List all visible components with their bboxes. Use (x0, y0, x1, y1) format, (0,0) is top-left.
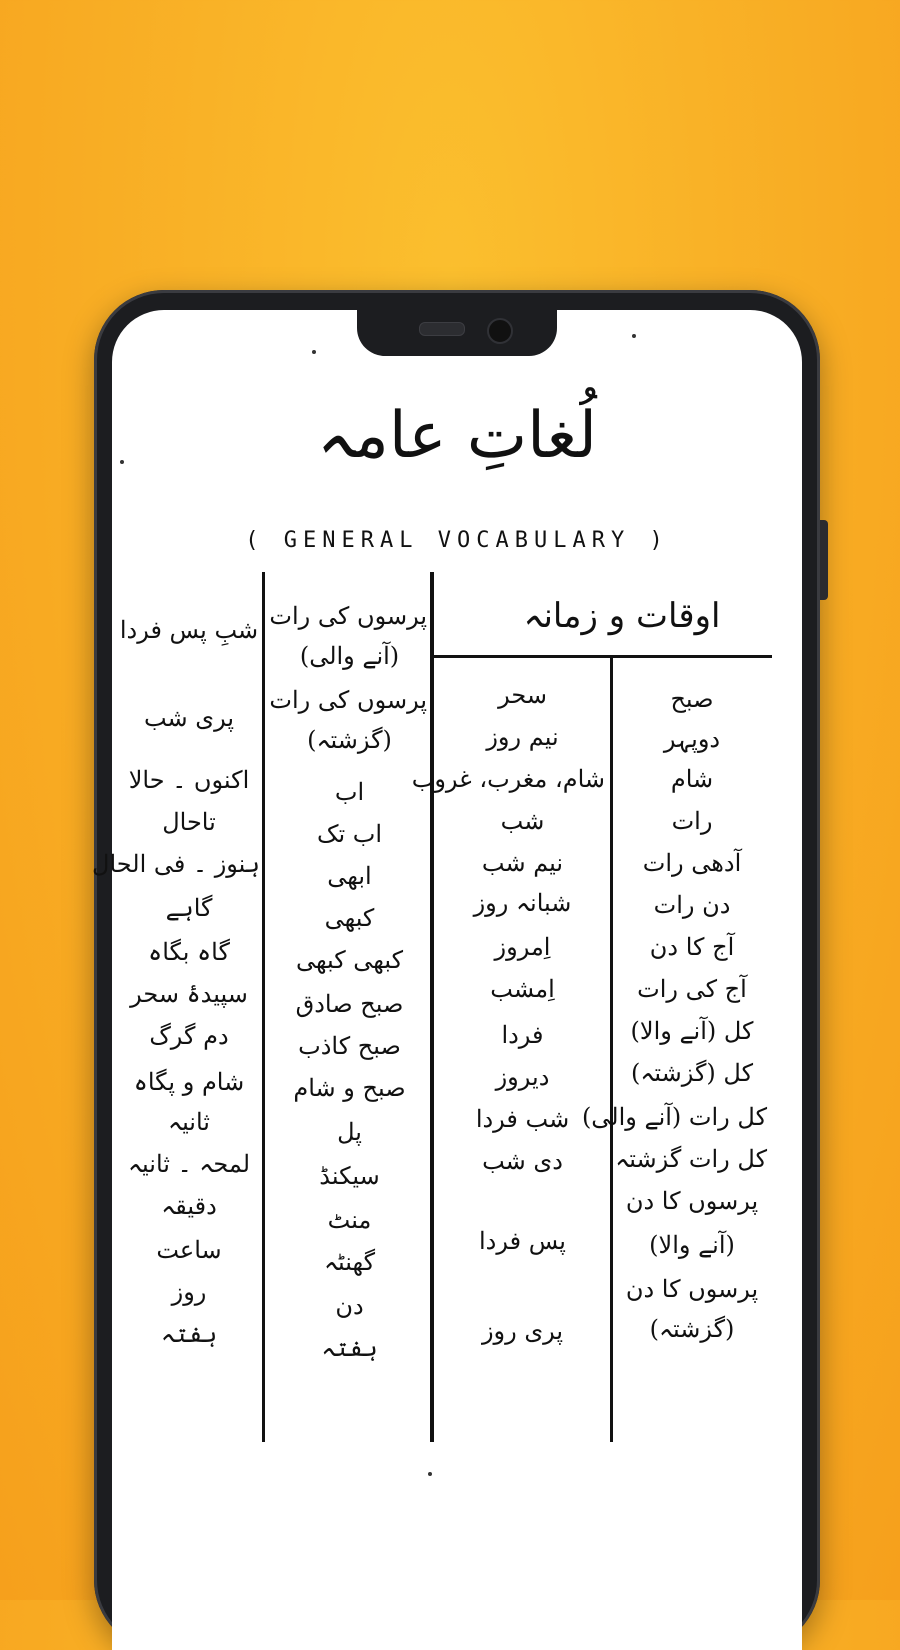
side-button (820, 520, 828, 600)
vocab-entry: کل (گزشتہ) (630, 1059, 754, 1087)
speaker-grille (419, 322, 465, 336)
vocab-entry: دیروز (495, 1063, 550, 1091)
vocab-entry: پس فردا (479, 1227, 566, 1255)
vocab-entry: (آنے والی) (299, 642, 400, 670)
vocab-entry: سحر (498, 681, 547, 709)
vocab-entry: سپیدۂ سحر (130, 980, 248, 1008)
vocab-entry: کل (آنے والا) (630, 1017, 754, 1045)
vocab-entry: دوپہر (663, 725, 721, 753)
vocab-entry: سیکنڈ (319, 1162, 380, 1190)
vocab-entry: شام (670, 765, 714, 793)
vocab-entry: گاہے (165, 894, 213, 922)
vocab-entry: دن رات (653, 891, 731, 919)
vocab-entry: ابھی (327, 862, 372, 890)
section-heading: اوقات و زمانہ (523, 596, 721, 636)
page-title: لُغاتِ عامہ (317, 399, 597, 473)
camera-notch (357, 310, 557, 356)
vocab-entry: صبح صادق (295, 990, 404, 1018)
vocab-entry: پری روز (481, 1317, 564, 1345)
vocab-entry: آج کی رات (637, 975, 747, 1003)
vocab-entry: ساعت (156, 1236, 222, 1264)
section-underline (434, 655, 772, 658)
column-divider (262, 572, 265, 1442)
vocab-entry: کل رات (آنے والی) (581, 1103, 767, 1131)
speck (632, 334, 636, 338)
speck (428, 1472, 432, 1476)
vocab-entry: اِمشب (490, 975, 555, 1003)
vocab-entry: کبھی کبھی (295, 946, 404, 974)
vocab-entry: دم گرگ (149, 1022, 229, 1050)
vocab-entry: رات (671, 807, 713, 835)
vocab-entry: آدھی رات (642, 849, 742, 877)
vocab-entry: شب (500, 807, 545, 835)
vocab-entry: اکنوں ۔ حالا (128, 766, 250, 794)
vocab-entry: دی شب (482, 1147, 563, 1175)
vocab-entry: پرسوں کی رات (269, 602, 427, 630)
phone-screen (92, 310, 802, 1650)
vocab-entry: منٹ (327, 1206, 372, 1234)
vocab-entry: شام، مغرب، غروب (411, 765, 605, 793)
vocab-entry: پرسوں کا دن (625, 1187, 759, 1215)
vocabulary-page (92, 310, 802, 1650)
vocab-entry: ہفتہ (160, 1320, 218, 1348)
vocab-entry: پل (337, 1118, 362, 1146)
vocab-entry: (گزشتہ) (307, 726, 392, 754)
column-divider (610, 658, 613, 1442)
vocab-entry: روز (171, 1278, 207, 1306)
speck (120, 460, 124, 464)
vocab-entry: کل رات گزشتہ (615, 1145, 767, 1173)
vocab-entry: شبانہ روز (473, 889, 572, 917)
speck (312, 350, 316, 354)
vocab-entry: ثانیہ (168, 1108, 210, 1136)
page-subtitle: ( GENERAL VOCABULARY ) (245, 528, 669, 553)
phone-frame (94, 290, 820, 1650)
vocab-entry: پری شب (143, 704, 234, 732)
vocab-entry: گھنٹہ (323, 1248, 376, 1276)
vocab-entry: کبھی (324, 904, 375, 932)
vocab-entry: فردا (501, 1021, 544, 1049)
vocab-entry: آج کا دن (649, 933, 735, 961)
vocab-entry: صبح کاذب (298, 1032, 401, 1060)
column-divider (430, 572, 434, 1442)
vocab-entry: تاحال (162, 808, 216, 836)
vocab-entry: اب تک (316, 820, 383, 848)
vocab-entry: نیم شب (481, 849, 564, 877)
vocab-entry: شبِ پس فردا (119, 616, 259, 644)
vocab-entry: (گزشتہ) (649, 1315, 735, 1343)
vocab-entry: پرسوں کی رات (269, 686, 427, 714)
vocab-entry: پرسوں کا دن (625, 1275, 759, 1303)
vocab-entry: ہنوز ۔ فی الحال (92, 850, 260, 878)
vocab-entry: شام و پگاہ (133, 1068, 245, 1096)
vocab-entry: نیم روز (486, 723, 559, 751)
vocab-entry: لمحہ ۔ ثانیہ (127, 1150, 251, 1178)
vocab-entry: اب (334, 778, 365, 806)
vocab-entry: ہفتہ (321, 1334, 378, 1362)
vocab-entry: (آنے والا) (649, 1231, 735, 1259)
vocab-entry: صبح و شام (293, 1074, 406, 1102)
vocab-entry: اِمروز (494, 933, 551, 961)
vocab-entry: صبح (670, 685, 714, 713)
vocab-entry: دن (335, 1292, 364, 1320)
vocab-entry: گاہ بگاہ (148, 938, 230, 966)
vocab-entry: دقیقہ (161, 1192, 217, 1220)
vocab-entry: شب فردا (475, 1105, 570, 1133)
front-camera (487, 318, 513, 344)
